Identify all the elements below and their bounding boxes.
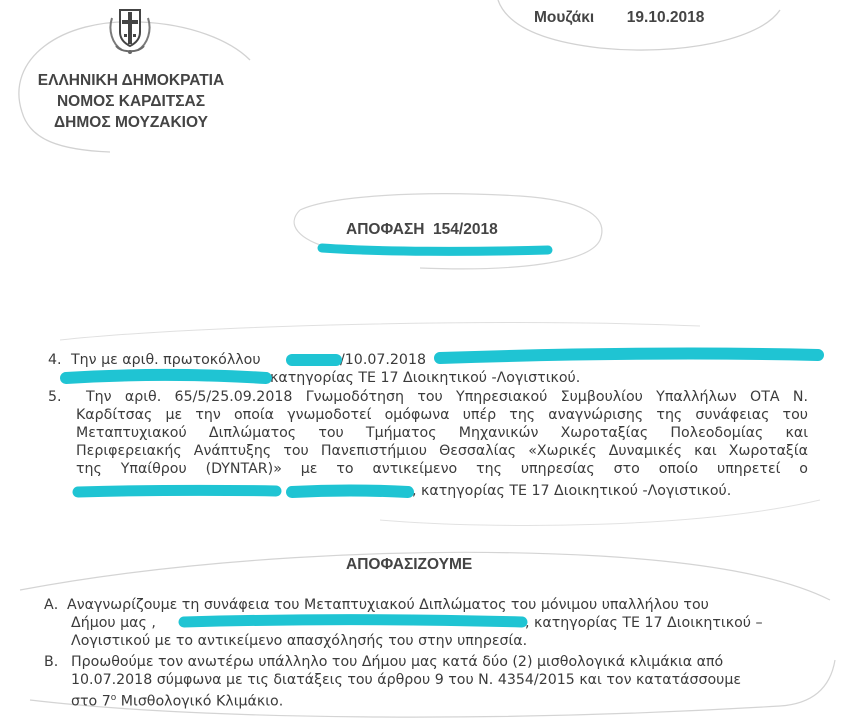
resolution-a-letter: Α. [44,597,59,613]
decision-title: ΑΠΟΦΑΣΗ 154/2018 [346,221,498,238]
item-4-line1-b: /10.07.2018 [340,352,427,368]
resolution-b-line3-b: Μισθολογικό Κλιμάκιο. [116,693,284,710]
item-5-line: Περιφερειακής Ανάπτυξης του Πανεπιστήμιου Θεσσαλίας «Χωρικές Δυναμικές και Χωροταξία [76,443,808,459]
redaction-mark [292,491,408,493]
item-5-line: Την αριθ. 65/5/25.09.2018 Γνωμοδότηση του Υπηρεσιακού Συμβουλίου Υπαλλήλων ΟΤΑ Ν. [86,389,808,405]
item-4-number: 4. [48,352,62,368]
resolution-a-line2-a: Δήμου μας , [71,615,156,631]
issuer-prefecture: ΝΟΜΟΣ ΚΑΡΔΙΤΣΑΣ [56,93,206,110]
ordinal-superscript: ο [110,693,117,703]
date: 19.10.2018 [626,9,705,26]
item-5-number: 5. [48,389,62,405]
issuer-country: ΕΛΛΗΝΙΚΗ ΔΗΜΟΚΡΑΤΙΑ [37,72,225,89]
issuer-municipality: ΔΗΜΟΣ ΜΟΥΖΑΚΙΟΥ [54,114,208,131]
item-4-line2: κατηγορίας ΤΕ 17 Διοικητικού -Λογιστικού. [270,370,581,386]
item-5-line: Μεταπτυχιακού Διπλώματος του Τμήματος Μηχανικών Χωροταξίας Πολεοδομίας και [76,425,808,441]
resolution-a-line2-b: , κατηγορίας ΤΕ 17 Διοικητικού – [525,615,763,631]
redaction-mark [322,248,548,251]
resolution-b-line1: Προωθούμε τον ανωτέρω υπάλληλο του Δήμου μας κατά δύο (2) μισθολογικά κλιμάκια από [71,654,724,670]
redaction-mark [184,620,522,622]
place: Μουζάκι [534,9,595,26]
resolution-a-line1: Αναγνωρίζουμε τη συνάφεια του Μεταπτυχιακού Διπλώματος του μόνιμου υπαλλήλου του [67,597,709,613]
resolution-b-letter: Β. [44,654,59,670]
redaction-mark [66,375,266,378]
item-5-line: Καρδίτσας με την οποία γνωμοδοτεί ομόφωνα υπέρ της αναγνώρισης της συνάφειας του [76,407,808,423]
resolution-b-line3-a: στο 7 [71,693,111,710]
resolution-b-line2: 10.07.2018 σύμφωνα με τις διατάξεις του άρθρου 9 του Ν. 4354/2015 και τον κατατάσσουμε [71,672,742,688]
item-5-last-line: , κατηγορίας ΤΕ 17 Διοικητικού -Λογιστικού. [412,483,732,499]
item-4-line1-a: Την με αριθ. πρωτοκόλλου [71,352,261,368]
redaction-mark [78,490,276,492]
resolution-a-line3: Λογιστικού με το αντικείμενο απασχόλησής του στην υπηρεσία. [71,633,528,649]
redaction-mark [440,354,818,358]
item-5-line: της Υπαίθρου (DYNTAR)» με το αντικείμενο της υπηρεσίας στο οποίο υπηρετεί ο [76,461,808,477]
resolution-title: ΑΠΟΦΑΣΙΖΟΥΜΕ [346,556,473,573]
